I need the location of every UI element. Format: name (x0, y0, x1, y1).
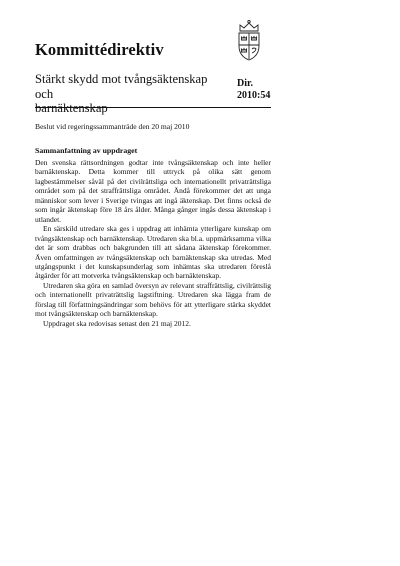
directive-number: Dir. 2010:54 (237, 78, 271, 101)
document-type-heading: Kommittédirektiv (35, 40, 164, 59)
coat-of-arms-icon (231, 18, 267, 64)
section-heading: Sammanfattning av uppdraget (35, 146, 138, 155)
paragraph: Utredaren ska göra en samlad översyn av relevant straffrättslig, civilrättslig och internationellt privaträttslig lagstiftning. Utredaren ska lägga fram de förslag till författningsändringar som behövs för att ytterligare stärka skyddet mot tvångsäktenskap och barnäktenskap. (35, 280, 271, 319)
document-title: Stärkt skydd mot tvångsäktenskap och barnäktenskap (35, 72, 208, 115)
paragraph: Den svenska rättsordningen godtar inte tvångsäktenskap och inte heller barnäktenskap. Detta kommer till uttryck på olika sätt genom lagbestämmelser såväl på det civilrättsliga och internationellt privaträttsliga området som på det straffrättsliga området. Ändå förekommer det att unga människor som lever i Sverige tvingas att ingå äktenskap. Det finns också de som ingår äktenskap före 18 års ålder. Många gånger ingås dessa äktenskap i utlandet. (35, 158, 271, 224)
title-divider (35, 107, 271, 108)
decision-line: Beslut vid regeringssammanträde den 20 maj 2010 (35, 122, 190, 131)
paragraph: En särskild utredare ska ges i uppdrag att inhämta ytterligare kunskap om tvångsäktenskap och barnäktenskap. Utredaren ska bl.a. uppmärksamma vilka det är som drabbas och bakgrunden till att sådana äktenskap förekommer. Även omfattningen av tvångsäktenskap och barnäktenskap ska utredas. Med utgångspunkt i det kunskapsunderlag som inhämtas ska utredaren föreslå åtgärder för att motverka tvångsäktenskap och barnäktenskap. (35, 224, 271, 281)
paragraph: Uppdraget ska redovisas senast den 21 maj 2012. (43, 318, 191, 328)
summary-body (35, 158, 271, 328)
